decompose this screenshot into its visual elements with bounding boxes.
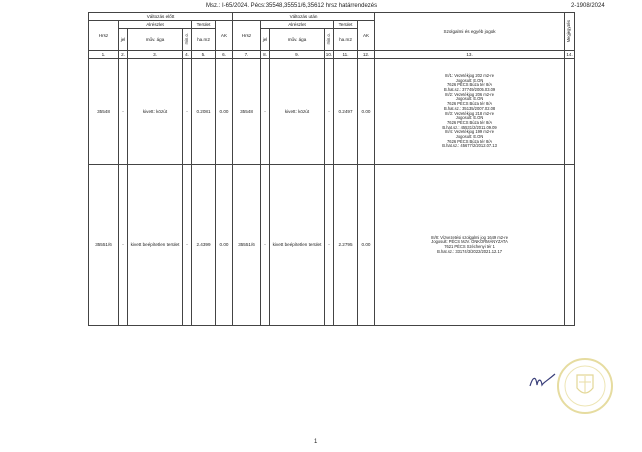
parcel-change-table	[88, 12, 575, 326]
rights-line: III/4: Vezetékjog 199 m2-re	[445, 129, 495, 135]
col-number: 7.	[233, 51, 261, 59]
group-after-header: Változás után	[233, 13, 375, 21]
col-number: 8.	[261, 51, 270, 59]
rights-line: 7626 PÉCS Búza tér 8/A	[447, 138, 493, 144]
jel-before-header: jel	[119, 29, 128, 51]
rights-header: Szolgalmi és egyéb jogok	[375, 13, 565, 51]
jel-before: -	[119, 165, 128, 326]
remarks-cell	[565, 165, 575, 326]
document-number: 2-1908/2024	[571, 3, 605, 9]
area-after: 0.2497	[334, 59, 358, 165]
rights-line: B.hat.sz.: 33174/3/2022/2021.12.17	[437, 248, 502, 254]
cultivation-before-header: műv. ága	[128, 29, 183, 51]
rights-line: Jogosult: E.ON	[455, 96, 484, 102]
hrsz-before: 35551/6	[89, 165, 119, 326]
official-seal-image	[555, 355, 615, 417]
subparcel-before-header: Alrészlet	[119, 21, 192, 29]
col-number: 1.	[89, 51, 119, 59]
cultivation-before: kivett: közút	[128, 59, 183, 165]
area-before: 0.2081	[192, 59, 216, 165]
group-before-header: Változás előtt	[89, 13, 233, 21]
jel-after-header: jel	[261, 29, 270, 51]
col-number: 12.	[358, 51, 375, 59]
rights-line: B.hat.sz.: 37749/2005.03.09	[443, 86, 496, 92]
col-number: 6.	[216, 51, 233, 59]
col-number: 14.	[566, 51, 573, 57]
document-title: Msz.: I-65/2024. Pécs:35548,35551/6,35612 hrsz határrendezés	[206, 3, 378, 9]
quality-after: -	[325, 165, 334, 326]
rights-line: III/2: Vezetékjog 206 m2-re	[445, 91, 495, 97]
col-number: 11.	[334, 51, 358, 59]
rights-line: III/3: Vezetékjog 218 m2-re	[445, 110, 495, 116]
rights-line: Jogosult: E.ON	[455, 134, 484, 140]
jel-after: -	[261, 165, 270, 326]
hrsz-before-header: Hrsz	[89, 21, 119, 51]
table-row	[89, 59, 575, 165]
cultivation-after: kivett beépítetlen terület	[270, 165, 325, 326]
ak-after: 0.00	[358, 59, 375, 165]
rights-line: 7621 PÉCS Széchenyi tér 1	[444, 244, 495, 249]
rights-line: 7626 PÉCS Búza tér 8/A	[447, 119, 493, 125]
ak-before-header: AK	[216, 21, 233, 51]
cultivation-after-header: műv. ága	[270, 29, 325, 51]
rights-line: III/8: Vízvezetési szolgalmi jog 1649 m2-re	[431, 234, 509, 240]
remarks-cell	[565, 59, 575, 165]
unit-after-header: ha.m2	[334, 29, 358, 51]
col-number: 10.	[325, 51, 333, 57]
hrsz-after: 35551/6	[233, 165, 261, 326]
ak-before: 0.00	[216, 59, 233, 165]
rights-line: Jogosult: E.ON	[455, 77, 484, 83]
rights-cell	[375, 165, 565, 326]
column-number-row	[89, 51, 575, 59]
col-number: 4.	[183, 51, 192, 59]
hrsz-before: 35548	[89, 59, 119, 165]
unit-before-header: ha.m2	[192, 29, 216, 51]
rights-line: III/1: Vezetékjog 202 m2-re	[445, 72, 495, 78]
cultivation-before: kivett beépítetlen terület	[128, 165, 183, 326]
ak-after-header: AK	[358, 21, 375, 51]
rights-line: B.hat.sz.: 45677/2/2012.07.13	[442, 143, 497, 149]
signature-image	[528, 370, 558, 392]
rights-line: Jogosult: PÉCS MJV. ÖNKORMÁNYZATA	[431, 239, 508, 245]
page-number: 1	[314, 439, 318, 445]
col-number: 3.	[128, 51, 183, 59]
table-row	[89, 165, 575, 326]
col-number: 9.	[270, 51, 325, 59]
col-number: 13.	[375, 51, 565, 59]
area-after-header: Terület	[334, 21, 358, 29]
hrsz-after: 35548	[233, 59, 261, 165]
quality-before-header: min.o.	[183, 29, 192, 51]
hrsz-after-header: Hrsz	[233, 21, 261, 51]
cultivation-after: kivett: közút	[270, 59, 325, 165]
area-after: 2.2795	[334, 165, 358, 326]
ak-after: 0.00	[358, 165, 375, 326]
col-number: 2.	[119, 51, 128, 59]
quality-after-header: min.o.	[325, 29, 334, 51]
subparcel-after-header: Alrészlet	[261, 21, 334, 29]
rights-cell	[375, 59, 565, 165]
area-before: 2.4399	[192, 165, 216, 326]
jel-after: -	[261, 59, 270, 165]
ak-before: 0.00	[216, 165, 233, 326]
rights-line: B.hat.sz.: 35135/2007.02.08	[443, 105, 496, 111]
rights-line: B.hat.sz.: 45531/2/2011.09.09	[442, 124, 497, 130]
rights-line: Jogosult: E.ON	[455, 115, 484, 121]
col-number: 5.	[192, 51, 216, 59]
quality-before: -	[183, 165, 192, 326]
quality-before: -	[183, 59, 192, 165]
jel-before: -	[119, 59, 128, 165]
rights-line: 7626 PÉCS Búza tér 8/A	[447, 82, 493, 88]
remarks-header: Megjegyzés	[565, 13, 575, 51]
area-before-header: Terület	[192, 21, 216, 29]
quality-after: -	[325, 59, 334, 165]
rights-line: 7626 PÉCS Búza tér 8/A	[447, 101, 493, 107]
